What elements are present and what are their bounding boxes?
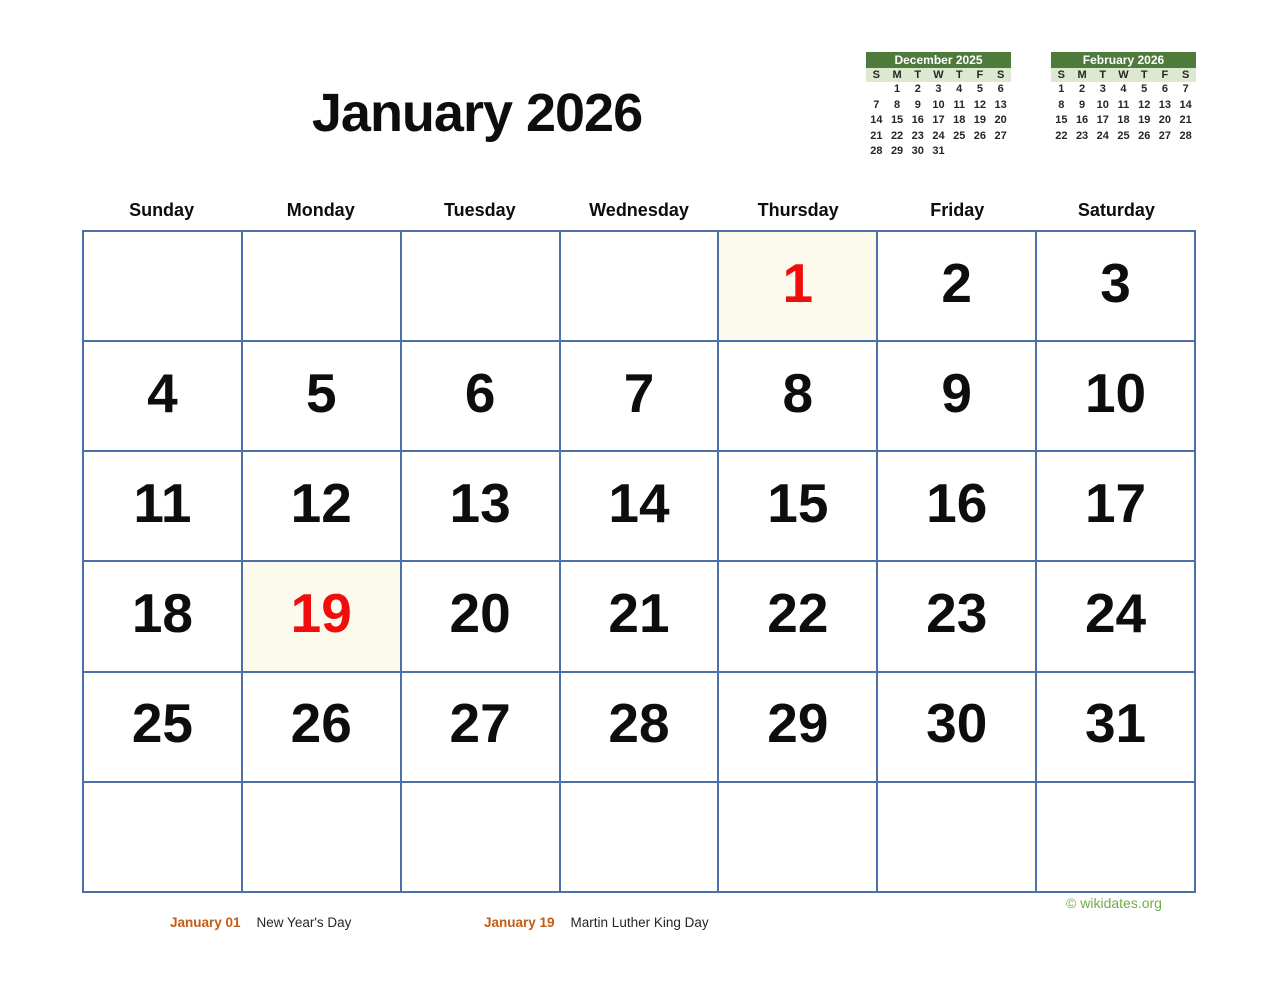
mini-weekday-initial: S [872, 69, 881, 81]
day-number: 12 [290, 471, 352, 534]
mini-weekday-initial: F [1161, 69, 1169, 81]
mini-day-2: 2 [914, 83, 921, 95]
empty-cell [719, 783, 876, 891]
mini-day-9: 9 [914, 98, 921, 111]
mini-day-15: 15 [890, 114, 904, 126]
page-title: January 2026 [311, 83, 643, 143]
mini-week-row [866, 129, 1011, 145]
mini-day-26: 26 [1138, 129, 1151, 142]
day-cell-25 [84, 673, 241, 781]
day-number: 7 [623, 361, 655, 424]
mini-day-26: 26 [973, 129, 987, 142]
day-cell-10 [1037, 342, 1194, 450]
day-cell-22 [719, 562, 876, 670]
mini-week-row [866, 98, 1011, 114]
mini-day-31: 31 [932, 145, 945, 157]
day-number: 26 [290, 692, 352, 755]
weekday-header-friday: Friday [930, 200, 985, 220]
mini-day-19: 19 [1138, 114, 1151, 126]
day-cell-6 [402, 342, 559, 450]
mini-day-25: 25 [1117, 129, 1130, 142]
empty-cell [84, 232, 241, 340]
day-cell-12 [243, 452, 400, 560]
weekday-header-tuesday: Tuesday [444, 200, 516, 220]
empty-cell [561, 783, 718, 891]
day-number: 4 [147, 361, 178, 424]
day-number: 24 [1084, 582, 1147, 645]
mini-day-27: 27 [1158, 129, 1172, 142]
day-cell-14 [561, 452, 718, 560]
day-number: 15 [767, 471, 829, 534]
day-number: 21 [608, 582, 670, 645]
mini-weekday-row [1051, 68, 1196, 82]
mini-empty-cell [990, 144, 1011, 160]
mini-day-16: 16 [1075, 114, 1089, 126]
empty-cell [243, 783, 400, 891]
mini-day-18: 18 [1117, 114, 1130, 126]
day-number: 16 [926, 471, 988, 534]
mini-day-29: 29 [890, 145, 904, 157]
mini-day-25: 25 [953, 129, 966, 142]
empty-cell [561, 232, 718, 340]
mini-week-row [1051, 113, 1196, 129]
day-cell-29 [719, 673, 876, 781]
mini-day-15: 15 [1055, 114, 1068, 126]
mini-weekday-initial: W [933, 69, 944, 81]
day-cell-9 [878, 342, 1035, 450]
mini-weekday-initial: W [1118, 69, 1129, 81]
empty-cell [402, 783, 559, 891]
day-cell-27 [402, 673, 559, 781]
empty-cell [243, 232, 400, 340]
mini-day-19: 19 [973, 114, 987, 126]
day-cell-13 [402, 452, 559, 560]
mini-weekday-initial: T [955, 69, 963, 81]
holiday-item [484, 915, 709, 930]
mini-day-20: 20 [994, 114, 1007, 126]
day-cell-24 [1037, 562, 1194, 670]
empty-cell [878, 783, 1035, 891]
day-cell-28 [561, 673, 718, 781]
mini-day-13: 13 [1158, 98, 1172, 111]
day-number: 13 [449, 471, 511, 534]
day-number: 20 [449, 582, 511, 645]
day-cell-17 [1037, 452, 1194, 560]
day-number: 6 [464, 361, 496, 424]
day-number: 27 [449, 692, 511, 755]
mini-day-11: 11 [953, 98, 966, 111]
mini-day-10: 10 [1096, 98, 1109, 111]
mini-week-row [1051, 82, 1196, 98]
mini-day-22: 22 [1055, 129, 1068, 142]
day-number: 31 [1084, 692, 1147, 755]
mini-day-21: 21 [870, 129, 883, 142]
mini-day-9: 9 [1079, 98, 1086, 111]
day-cell-18 [84, 562, 241, 670]
day-number: 23 [926, 582, 988, 645]
mini-day-23: 23 [1075, 129, 1089, 142]
day-number: 29 [767, 692, 829, 755]
mini-day-12: 12 [973, 98, 987, 111]
mini-weekday-initial: T [914, 69, 922, 81]
mini-day-3: 3 [935, 83, 942, 95]
holiday-item [170, 915, 351, 930]
mini-calendars [866, 52, 1196, 160]
mini-day-16: 16 [911, 114, 924, 126]
weekday-header-saturday: Saturday [1077, 200, 1155, 220]
day-number: 30 [926, 692, 988, 755]
day-cell-7 [561, 342, 718, 450]
mini-day-17: 17 [932, 114, 945, 126]
mini-day-30: 30 [911, 145, 924, 157]
day-number: 5 [305, 361, 337, 424]
holiday-date: January 01 [170, 915, 241, 930]
mini-day-22: 22 [890, 129, 904, 142]
day-cell-15 [719, 452, 876, 560]
mini-day-5: 5 [976, 83, 983, 95]
mini-day-28: 28 [1179, 129, 1192, 142]
copyright-text: © wikidates.org [1066, 895, 1162, 911]
day-number: 3 [1100, 251, 1131, 314]
day-cell-30 [878, 673, 1035, 781]
mini-day-1: 1 [894, 83, 901, 95]
mini-weekday-initial: M [892, 69, 902, 81]
day-number: 22 [767, 582, 829, 645]
mini-day-4: 4 [956, 83, 963, 95]
day-cell-21 [561, 562, 718, 670]
mini-day-10: 10 [932, 98, 945, 111]
mini-day-8: 8 [894, 98, 901, 111]
day-cell-5 [243, 342, 400, 450]
holiday-name: New Year's Day [256, 915, 352, 930]
day-cell-19 [243, 562, 400, 670]
day-number: 18 [131, 582, 194, 645]
day-cell-26 [243, 673, 400, 781]
mini-weekday-initial: S [1057, 69, 1066, 81]
weekday-header-thursday: Thursday [757, 200, 839, 220]
mini-empty-cell [866, 82, 887, 98]
holiday-name: Martin Luther King Day [570, 915, 709, 930]
mini-calendar-title: December 2025 [866, 52, 1011, 68]
mini-day-6: 6 [997, 83, 1004, 95]
day-number: 17 [1084, 471, 1147, 534]
empty-cell [402, 232, 559, 340]
mini-calendar [1051, 52, 1196, 160]
day-cell-4 [84, 342, 241, 450]
mini-weekday-initial: T [1140, 69, 1148, 81]
weekday-header-row [82, 196, 1196, 228]
mini-weekday-initial: S [996, 69, 1005, 81]
mini-week-row [866, 144, 1011, 160]
empty-cell [84, 783, 241, 891]
mini-empty-cell [970, 144, 991, 160]
mini-day-4: 4 [1120, 83, 1127, 95]
mini-day-18: 18 [953, 114, 966, 126]
mini-day-5: 5 [1141, 83, 1148, 95]
day-number: 11 [133, 471, 192, 534]
mini-weekday-initial: S [1181, 69, 1190, 81]
mini-day-11: 11 [1117, 98, 1130, 111]
mini-calendar [866, 52, 1011, 160]
mini-day-27: 27 [994, 129, 1007, 142]
mini-day-21: 21 [1179, 114, 1192, 126]
day-cell-16 [878, 452, 1035, 560]
weekday-header-monday: Monday [286, 200, 355, 220]
mini-weekday-initial: F [976, 69, 984, 81]
mini-day-12: 12 [1138, 98, 1151, 111]
mini-day-20: 20 [1158, 114, 1172, 126]
weekday-header-wednesday: Wednesday [589, 200, 689, 220]
mini-day-17: 17 [1096, 114, 1109, 126]
day-cell-23 [878, 562, 1035, 670]
mini-day-7: 7 [873, 98, 880, 111]
day-number: 8 [782, 361, 814, 424]
day-cell-11 [84, 452, 241, 560]
mini-day-2: 2 [1079, 83, 1086, 95]
calendar-grid [82, 230, 1196, 893]
day-number: 10 [1084, 361, 1147, 424]
day-cell-1 [719, 232, 876, 340]
mini-weekday-initial: T [1099, 69, 1107, 81]
mini-day-6: 6 [1161, 83, 1168, 95]
day-cell-3 [1037, 232, 1194, 340]
mini-day-7: 7 [1182, 83, 1189, 95]
holiday-date: January 19 [484, 915, 555, 930]
day-cell-20 [402, 562, 559, 670]
mini-day-28: 28 [870, 145, 883, 157]
day-number: 9 [941, 361, 972, 424]
mini-day-3: 3 [1099, 83, 1106, 95]
day-cell-2 [878, 232, 1035, 340]
holiday-legend [0, 915, 1280, 935]
day-number: 1 [782, 251, 814, 314]
mini-calendar-title: February 2026 [1051, 52, 1196, 68]
weekday-header-sunday: Sunday [129, 200, 195, 220]
mini-week-row [1051, 129, 1196, 145]
mini-weekday-row [866, 68, 1011, 82]
day-number: 2 [941, 251, 972, 314]
empty-cell [1037, 783, 1194, 891]
mini-week-row [1051, 98, 1196, 114]
mini-day-1: 1 [1058, 83, 1065, 95]
mini-day-14: 14 [1179, 98, 1192, 111]
mini-day-24: 24 [932, 129, 945, 142]
day-number: 19 [290, 582, 352, 645]
mini-day-13: 13 [994, 98, 1007, 111]
day-cell-8 [719, 342, 876, 450]
mini-week-row [866, 82, 1011, 98]
day-cell-31 [1037, 673, 1194, 781]
mini-day-24: 24 [1096, 129, 1109, 142]
day-number: 14 [608, 471, 670, 534]
mini-empty-cell [949, 144, 970, 160]
mini-day-14: 14 [870, 114, 883, 126]
mini-week-row [866, 113, 1011, 129]
day-number: 28 [608, 692, 670, 755]
day-number: 25 [131, 692, 194, 755]
mini-day-8: 8 [1058, 98, 1065, 111]
mini-weekday-initial: M [1077, 69, 1087, 81]
mini-day-23: 23 [911, 129, 924, 142]
